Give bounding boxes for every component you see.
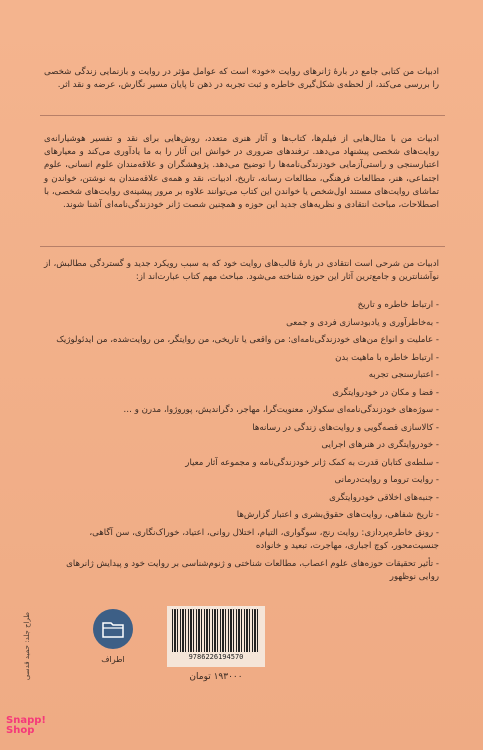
list-item: - رونق خاطره‌پردازی: روایت رنج، سوگواری، التیام، اختلال روانی، اعتیاد، خوراک‌نگاری، سن آگاهی، جنسیت‌محور، کوچ اجباری، مهاجرت، تبعید و خانواده	[89, 527, 439, 551]
cover-designer-credit: طراح جلد: حمید قدسی	[23, 612, 31, 681]
list-item: - سوژه‌های خودزندگی‌نامه‌ای سکولار، معنویت‌گرا، مهاجر، دگراندیش، پوروژوا، مدرن و …	[123, 405, 439, 415]
list-item: - جنبه‌های اخلاقی خودروایتگری	[329, 492, 439, 503]
list-item: - فضا و مکان در خودروایتگری	[332, 387, 439, 398]
topics-intro-paragraph: ادبیات من شرحی است انتقادی در بارهٔ قالب‌های روایت خود که به سبب رویکرد جدید و گستردگی مطالبش، از نوآشنانترین و جامع‌ترین آثار این حوزه شناخته می‌شود. مباحث مهم کتاب عبارت‌اند از:	[44, 259, 439, 283]
list-item: - خودروایتگری در هنرهای اجرایی	[321, 440, 439, 450]
snappshop-badge	[6, 716, 46, 736]
divider	[40, 115, 445, 116]
divider	[40, 246, 445, 247]
list-item: - تاریخ شفاهی، روایت‌های حقوق‌بشری و اعتبار گزارش‌ها	[236, 510, 439, 520]
list-item: - به‌خاطرآوری و یادبودسازی فردی و جمعی	[286, 317, 439, 328]
list-item: - تأثیر تحقیقات حوزه‌های علوم اعصاب، مطالعات شناختی و ژنوم‌شناسی بر روایت خود و پیدایش ژانرهای روایی نوظهور	[66, 558, 439, 582]
price-label: ۱۹۳۰۰۰ تومان	[189, 672, 243, 682]
list-item: - کالاسازی قصه‌گویی و روایت‌های زندگی در رسانه‌ها	[252, 422, 439, 433]
badge-line: Shop	[6, 725, 35, 736]
topics-list	[44, 299, 439, 589]
intro-paragraph: ادبیات من کتابی جامع در بارهٔ ژانرهای روایت «خود» است که عوامل مؤثر در روایت و بازنمایی زندگی شخصی را بررسی می‌کند، از لحظه‌ی شکل‌گیری خاطره و ثبت تجربه در ذهن تا پایان مسیر نگارش، عرضه و نقد اثر.	[44, 67, 439, 91]
badge-line: Snapp!	[6, 715, 46, 726]
publisher-logo-icon	[93, 609, 133, 649]
list-item: - ارتباط خاطره و تاریخ	[357, 300, 439, 310]
list-item: - روایت تروما و روایت‌درمانی	[334, 475, 439, 485]
isbn-number: 9786226194570	[188, 653, 244, 661]
list-item: - ارتباط خاطره با ماهیت بدن	[335, 352, 439, 363]
list-item: - سلطه‌ی کتابان قدرت به کمک ژانر خودزندگی‌نامه و مجموعه آثار معیار	[185, 457, 439, 468]
publisher-name: اطراف	[101, 655, 125, 664]
description-paragraph: ادبیات من با مثال‌هایی از فیلم‌ها، کتاب‌ها و آثار هنری متعدد، روش‌هایی برای نقد و تفسیر هوشیارانه‌ی روایت‌های شخصی پیشنهاد می‌دهد. ترفندهای ضروری در خوانش این آثار را به ما یادآوری می‌کند و معیارهای اعتبارسنجی و راستی‌آزمایی خودزندگی‌نامه‌ها را توضیح می‌دهد. پژوهشگران و علاقه‌مندان علوم انسانی، علوم اجتماعی، هنر، مطالعات فرهنگی، مطالعات رسانه، تاریخ، ادبیات، نقد و همه‌ی علاقه‌مندان به نوشتن، خواندن و تماشای روایت‌های مستند اول‌شخص یا خواندن این کتاب می‌توانند علاوه بر مرور پیشینه‌ی روایت‌های شخصی، با اصطلاحات، مباحث انتقادی و نظریه‌های جدید این حوزه و همچنین شصت ژانر خودزندگی‌نامه‌ای آشنا شوند.	[44, 134, 439, 211]
barcode	[167, 606, 265, 667]
list-item: - عاملیت و انواع من‌های خودزندگی‌نامه‌ای: من واقعی یا تاریخی، من روایتگر، من روایت‌شده، من ایدئولوژیک	[56, 335, 439, 345]
barcode-bars	[172, 609, 260, 652]
list-item: - اعتبارسنجی تجربه	[368, 370, 439, 380]
